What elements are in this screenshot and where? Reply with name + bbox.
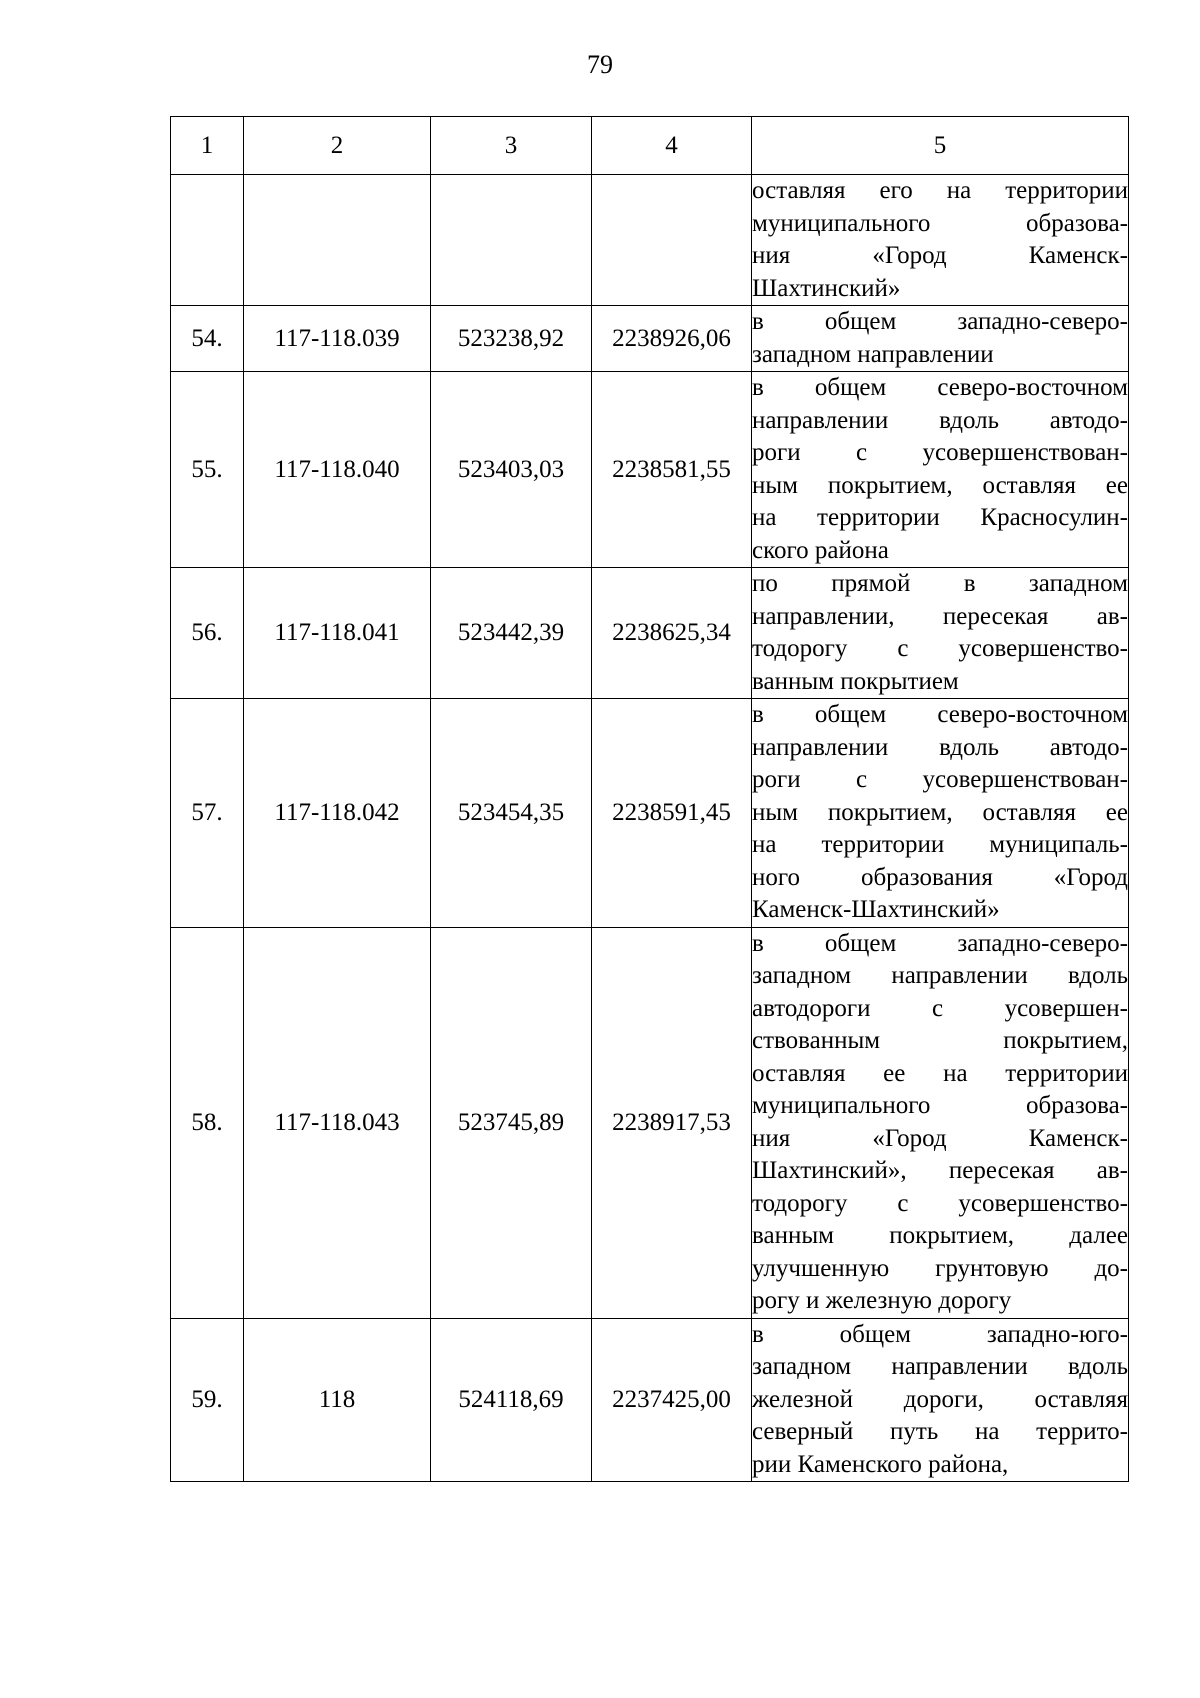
- coordinate-x-cell: [431, 175, 592, 306]
- header-col-5: 5: [752, 117, 1129, 175]
- description-line: автодороги с усовершен-: [752, 994, 1128, 1022]
- coordinate-y-cell: 2238625,34: [592, 568, 752, 699]
- description-line: западном направлении вдоль: [752, 1353, 1128, 1380]
- description-line: железной дороги, оставляя: [752, 1385, 1128, 1413]
- point-id-cell: 117-118.042: [244, 699, 431, 928]
- description-line: западном направлении: [752, 340, 994, 368]
- description-line: Шахтинский», пересекая ав-: [752, 1157, 1128, 1184]
- description-line: направлении вдоль автодо-: [752, 733, 1128, 761]
- description-line: оставляя ее на территории: [752, 1059, 1128, 1087]
- header-col-2: 2: [244, 117, 431, 175]
- description-line: на территории муниципаль-: [752, 831, 1128, 858]
- description-line: ния «Город Каменск-: [752, 1124, 1128, 1152]
- description-line: рии Каменского района,: [752, 1450, 1009, 1478]
- coordinate-x-cell: 523403,03: [431, 372, 592, 568]
- description-line: ского района: [752, 536, 889, 564]
- table-header-row: [171, 117, 1129, 175]
- point-id-cell: 117-118.041: [244, 568, 431, 699]
- table-row: [171, 1318, 1129, 1482]
- description-line: в общем западно-северо-: [752, 929, 1128, 957]
- description-line: ным покрытием, оставляя ее: [752, 798, 1128, 826]
- table-row: [171, 372, 1129, 568]
- description-line: муниципального образова-: [752, 1092, 1128, 1119]
- row-number-cell: 58.: [171, 927, 244, 1318]
- coordinate-y-cell: 2238581,55: [592, 372, 752, 568]
- description-line: ным покрытием, оставляя ее: [752, 471, 1128, 499]
- description-cell: [752, 306, 1129, 372]
- table-body: [171, 175, 1129, 1482]
- row-number-cell: 54.: [171, 306, 244, 372]
- coordinate-x-cell: 523238,92: [431, 306, 592, 372]
- coordinate-x-cell: 523442,39: [431, 568, 592, 699]
- header-col-1: 1: [171, 117, 244, 175]
- coordinate-x-cell: 524118,69: [431, 1318, 592, 1482]
- description-line: ванным покрытием, далее: [752, 1222, 1128, 1249]
- coordinate-y-cell: 2238917,53: [592, 927, 752, 1318]
- coordinate-x-cell: 523745,89: [431, 927, 592, 1318]
- coordinate-x-cell: 523454,35: [431, 699, 592, 928]
- description-line: в общем западно-северо-: [752, 308, 1128, 335]
- row-number-cell: [171, 175, 244, 306]
- description-line: в общем северо-восточном: [752, 374, 1128, 401]
- table-row: [171, 699, 1129, 928]
- description-line: тодорогу с усовершенство-: [752, 1189, 1128, 1217]
- description-line: северный путь на террито-: [752, 1418, 1128, 1445]
- row-number-cell: 59.: [171, 1318, 244, 1482]
- table-row: [171, 927, 1129, 1318]
- description-cell: [752, 699, 1129, 928]
- row-number-cell: 57.: [171, 699, 244, 928]
- description-line: Шахтинский»: [752, 274, 901, 302]
- point-id-cell: 118: [244, 1318, 431, 1482]
- description-line: ванным покрытием: [752, 667, 959, 695]
- point-id-cell: [244, 175, 431, 306]
- description-line: в общем западно-юго-: [752, 1320, 1128, 1348]
- description-line: ния «Город Каменск-: [752, 242, 1128, 269]
- table-row: [171, 175, 1129, 306]
- coordinate-y-cell: 2238591,45: [592, 699, 752, 928]
- row-number-cell: 56.: [171, 568, 244, 699]
- header-col-4: 4: [592, 117, 752, 175]
- header-col-3: 3: [431, 117, 592, 175]
- description-line: ного образования «Город: [752, 863, 1128, 891]
- description-line: роги с усовершенствован-: [752, 439, 1128, 466]
- coordinate-y-cell: 2238926,06: [592, 306, 752, 372]
- description-line: направлении, пересекая ав-: [752, 602, 1128, 630]
- page-number: 79: [587, 50, 613, 79]
- description-line: рогу и железную дорогу: [752, 1287, 1012, 1314]
- description-line: в общем северо-восточном: [752, 701, 1128, 728]
- description-line: роги с усовершенствован-: [752, 766, 1128, 793]
- description-line: ствованным покрытием,: [752, 1027, 1128, 1054]
- description-line: направлении вдоль автодо-: [752, 406, 1128, 434]
- description-cell: [752, 175, 1129, 306]
- description-line: муниципального образова-: [752, 209, 1128, 237]
- description-line: на территории Красносулин-: [752, 504, 1128, 531]
- description-cell: [752, 1318, 1129, 1482]
- coordinate-y-cell: 2237425,00: [592, 1318, 752, 1482]
- point-id-cell: 117-118.043: [244, 927, 431, 1318]
- description-cell: [752, 568, 1129, 699]
- table-row: [171, 306, 1129, 372]
- description-line: тодорогу с усовершенство-: [752, 635, 1128, 662]
- coordinate-y-cell: [592, 175, 752, 306]
- description-line: западном направлении вдоль: [752, 962, 1128, 989]
- description-line: по прямой в западном: [752, 570, 1128, 597]
- point-id-cell: 117-118.040: [244, 372, 431, 568]
- description-cell: [752, 927, 1129, 1318]
- description-line: оставляя его на территории: [752, 177, 1128, 204]
- row-number-cell: 55.: [171, 372, 244, 568]
- description-cell: [752, 372, 1129, 568]
- table-row: [171, 568, 1129, 699]
- description-line: Каменск-Шахтинский»: [752, 896, 1000, 923]
- point-id-cell: 117-118.039: [244, 306, 431, 372]
- coordinates-table: [170, 116, 1129, 1482]
- description-line: улучшенную грунтовую до-: [752, 1254, 1128, 1282]
